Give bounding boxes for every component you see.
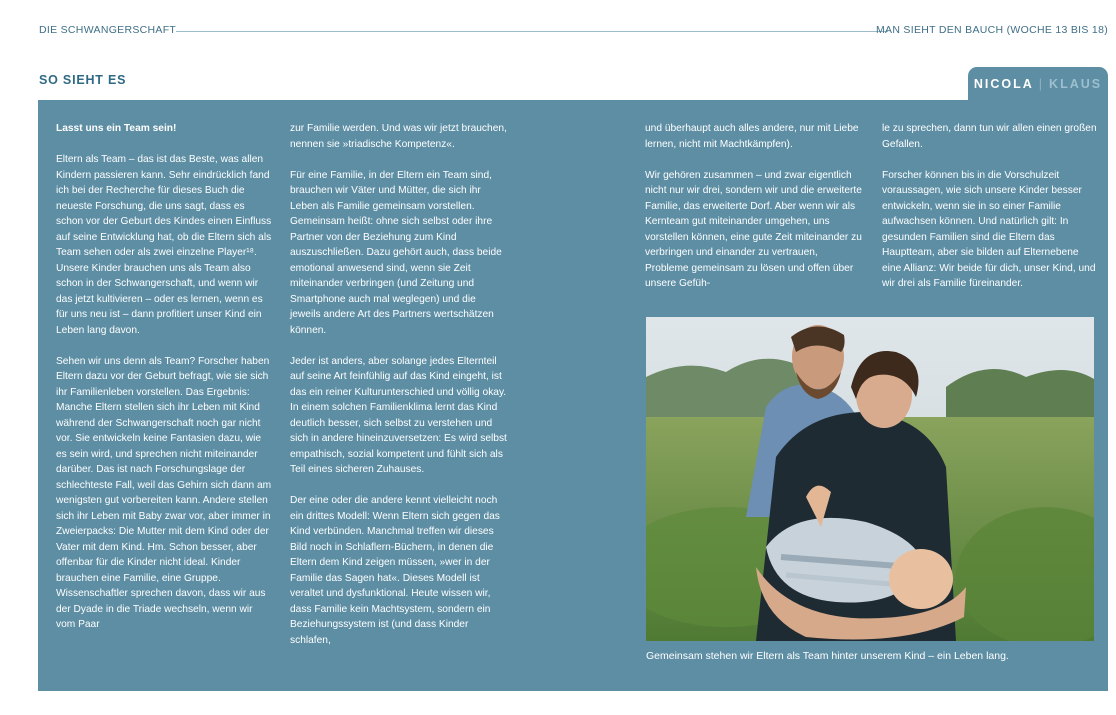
author-first: NICOLA (973, 77, 1034, 91)
family-photo-illustration (646, 317, 1094, 641)
author-second: KLAUS (1049, 77, 1103, 91)
author-tab (968, 67, 1108, 101)
paragraph: Jeder ist anders, aber solange jedes Elternteil auf seine Art feinfühlig auf das Kind eingeht, ist das ein reiner Kulturunterschied und völlig okay. In einem solchen Familienklima lernt das Kind deutlich besser, sich selbst zu verstehen und sich in andere hineinzuversetzen: Es wird selbst empathisch, sozial kompetent und fühlt sich als Teil eines sicheren Zuhauses. (290, 355, 507, 475)
paragraph: le zu sprechen, dann tun wir allen einen großen Gefallen. (882, 123, 1097, 150)
photo-caption: Gemeinsam stehen wir Eltern als Team hinter unserem Kind – ein Leben lang. (646, 650, 1009, 662)
paragraph: zur Familie werden. Und was wir jetzt brauchen, nennen sie »triadische Kompetenz«. (290, 123, 507, 150)
paragraph: und überhaupt auch alles andere, nur mit Liebe lernen, nicht mit Machtkämpfen). (645, 123, 859, 150)
family-photo (646, 317, 1094, 641)
paragraph: Für eine Familie, in der Eltern ein Team sind, brauchen wir Väter und Mütter, die sich ihr Leben als Familie gemeinsam vorstellen. Gemeinsam heißt: ohne sich selbst oder ihre Partner von der Beziehung zum Kind auszuschließen. Dazu gehört auch, dass beide emotional anwesend sind, wenn sie Zeit miteinander verbringen (und Zeitung und Smartphone auch mal weglegen) und die jeweils andere Art des Partners wertschätzen können. (290, 169, 502, 336)
header-rule (176, 31, 888, 32)
text-column-4 (882, 121, 1100, 307)
text-column-3 (645, 121, 863, 307)
paragraph: Der eine oder die andere kennt vielleicht noch ein drittes Modell: Wenn Eltern sich gegen das Kind verbünden. Manchmal treffen wir dieses Bild noch in Schlaflern-Büchern, in denen die Eltern dem Kind zeigen müssen, »wer in der Familie das Sagen hat«. Dieses Modell ist veraltet und dysfunktional. Heute wissen wir, dass Familie kein Machtsystem, sondern ein Beziehungssystem ist (und dass Kinder schlafen, (290, 495, 500, 646)
section-title: SO SIEHT ES (39, 73, 127, 87)
text-column-1 (56, 121, 274, 648)
paragraph: Eltern als Team – das ist das Beste, was allen Kindern passieren kann. Sehr eindrücklich fand ich bei der Recherche für dieses Buch die neueste Forschung, die uns sagt, dass es schon vor der Geburt des Kindes einen Einfluss auf seine Entwicklung hat, ob die Eltern sich als Team sehen oder als zwei einzelne Player¹⁸. Unsere Kinder brauchen uns als Team also schon in der Schwangerschaft, und wenn wir das jetzt kultivieren – oder es lernen, wenn es für uns neu ist – dann profitiert unser Kind ein Leben lang davon. (56, 154, 272, 336)
running-head-left: DIE SCHWANGERSCHAFT (39, 24, 177, 36)
paragraph: Wir gehören zusammen – und zwar eigentlich nicht nur wir drei, sondern wir und die erweiterte Familie, das erweiterte Dorf. Aber wenn wir als Kernteam gut miteinander umgehen, uns vorstellen können, eine gute Zeit miteinander zu verbringen und einander zu vertrauen, Probleme gemeinsam zu lösen und offen über unsere Gefüh- (645, 169, 862, 289)
text-column-2 (290, 121, 508, 664)
author-separator: | (1038, 77, 1045, 91)
running-head-right: MAN SIEHT DEN BAUCH (WOCHE 13 BIS 18) (875, 24, 1108, 36)
paragraph: Forscher können bis in die Vorschulzeit voraussagen, wie sich unsere Kinder besser entwickeln, wenn sie in so einer Familie aufwachsen können. Und natürlich gilt: In gesunden Familien sind die Eltern das Hauptteam, aber sie bilden auf Elternebene eine Allianz: Wir beide für dich, unser Kind, und wir drei als Familie füreinander. (882, 169, 1096, 289)
paragraph: Sehen wir uns denn als Team? Forscher haben Eltern dazu vor der Geburt befragt, wie sie sich ihr Familienleben vorstellen. Das Ergebnis: Manche Eltern stellen sich ihr Leben mit Kind während der Schwangerschaft noch gar nicht vor. Sie entwickeln keine Fantasien dazu, wie es sein wird, und sprechen nicht miteinander darüber. Das ist nach Forschungslage der schlechteste Fall, weil das Gehirn sich dann am wenigsten gut vorbereiten kann. Andere stellen sich ihr Leben mit Baby zwar vor, aber immer in Zweierpacks: Die Mutter mit dem Kind oder der Vater mit dem Kind. Hm. Schon besser, aber offenbar für die Kinder nicht ideal. Kinder brauchen eine Familie, eine Gruppe. Wissenschaftler sprechen davon, dass wir aus der Dyade in die Triade wechseln, wenn wir vom Paar (56, 355, 272, 630)
subheading: Lasst uns ein Team sein! (56, 123, 177, 134)
